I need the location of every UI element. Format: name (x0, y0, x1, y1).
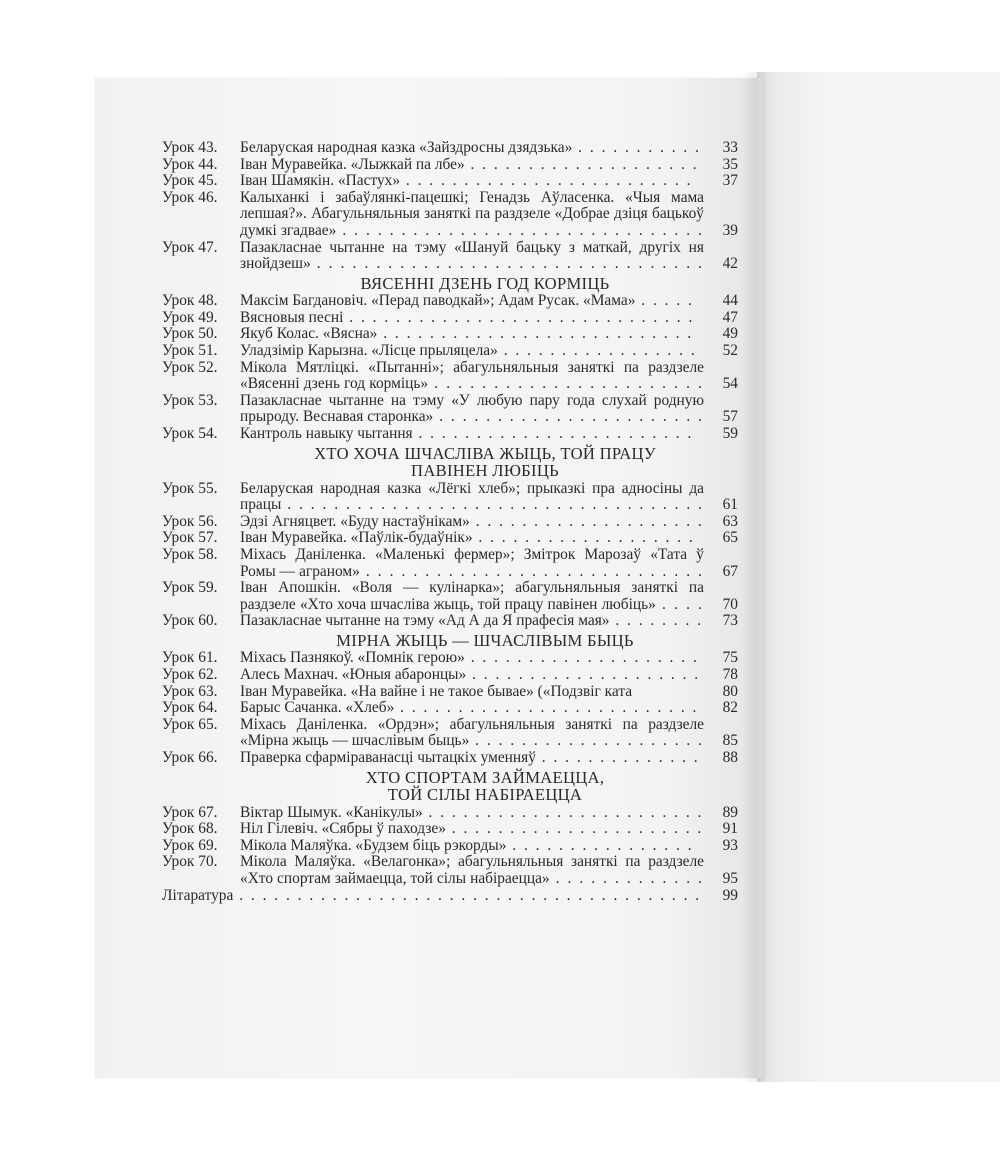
leader-dots: . . . . . . . . . . . . . . . . . . . . (470, 650, 699, 667)
lesson-number: Урок 53. (162, 391, 218, 409)
lesson-number: Урок 48. (162, 292, 218, 310)
entry-title-text: Ніл Гілевіч. «Сябры ў паходзе» (240, 821, 446, 838)
leader-dots: . . . . . . . . . . . . . . . . . (503, 343, 697, 360)
page-number: 61 (722, 496, 738, 514)
page-number: 65 (722, 529, 738, 547)
lesson-number: Урок 64. (162, 699, 218, 717)
entry-title-text: Іван Апошкін. «Воля — кулінарка»; абагульняльныя заняткі па раздзеле «Хто хоча шчасліва жыць, той працу павінен любіць» (240, 580, 704, 613)
entry-title (240, 293, 708, 310)
section-heading (162, 445, 738, 480)
page-number: 67 (722, 562, 738, 580)
page-number: 80 (722, 682, 738, 700)
entry-title (240, 173, 708, 190)
leader-dots: . . . . . . . . . . . . . . . . . . . . . . . . . . (400, 700, 699, 717)
entry-title (240, 613, 708, 630)
lesson-number: Урок 63. (162, 682, 218, 700)
lesson-number: Урок 65. (162, 715, 218, 733)
leader-dots: . . . . . . . . . . . . . . (541, 750, 700, 767)
entry-title-text: Вясновыя песні (240, 309, 344, 326)
entry-title (240, 547, 708, 580)
entry-title-text: Максім Багдановіч. «Перад паводкай»; Адам Русак. «Мама» (240, 293, 636, 310)
lesson-number: Урок 68. (162, 820, 218, 838)
entry-title-text: Якуб Колас. «Вясна» (240, 326, 378, 343)
lesson-number: Урок 51. (162, 342, 218, 360)
lesson-number: Урок 58. (162, 545, 218, 563)
toc-entry (162, 530, 738, 547)
page-number: 93 (722, 836, 738, 854)
lesson-number: Урок 59. (162, 579, 218, 597)
entry-title-text: Кантроль навыку чытання (240, 426, 413, 443)
entry-title (240, 360, 708, 393)
leader-dots: . . . . . . . . . . . . . . . . . . . . (475, 732, 705, 750)
entry-title-text: Віктар Шымук. «Канікулы» (240, 804, 423, 821)
lesson-number: Урок 43. (162, 139, 218, 156)
toc-entry (162, 514, 738, 531)
page-number: 82 (722, 699, 738, 717)
lesson-number: Урок 66. (162, 749, 218, 767)
entry-title (240, 580, 708, 613)
toc-entry (162, 190, 738, 240)
page-number: 33 (722, 139, 738, 156)
entry-title-text: Міхась Даніленка. «Ордэн»; абагульняльныя заняткі па раздзеле «Мірна жыць — шчаслівым быць» (240, 716, 704, 750)
entry-title (240, 310, 708, 327)
entry-title (240, 684, 708, 701)
entry-title (240, 805, 708, 822)
leader-dots: . . . . . (641, 293, 694, 310)
page-number: 63 (722, 512, 738, 530)
page-number: 35 (722, 155, 738, 173)
lesson-number: Урок 69. (162, 836, 218, 854)
section-heading-line: ХТО СПОРТАМ ЗАЙМАЕЦЦА, (365, 767, 605, 787)
toc-entry (162, 240, 738, 273)
right-page (757, 72, 1000, 1082)
page-number: 42 (722, 255, 738, 273)
lesson-number: Урок 50. (162, 325, 218, 343)
lesson-number: Урок 55. (162, 479, 218, 497)
entry-title-text: Беларуская народная казка «Зайздросны дзядзька» (240, 140, 573, 156)
table-of-contents (162, 140, 738, 904)
toc-entry (162, 717, 738, 750)
leader-dots: . . . . . . . . . . . . . . . . . . . . . . . . . . . (383, 326, 694, 343)
page-number: 73 (722, 612, 738, 630)
entry-title (240, 393, 708, 426)
toc-entry (162, 547, 738, 580)
leader-dots: . . . . . . . . . . . . . . . . . . . . . . . . . . . . . . . . . (316, 255, 704, 273)
leader-dots: . . . . . . . . . . . . . . . . . . . . (470, 156, 699, 173)
leader-dots: . . . . . . . . . . . . . . . . . . . . . . . . . . . . . . . (342, 221, 704, 239)
entry-title (240, 667, 708, 684)
entry-title-text: Іван Шамякін. «Пастух» (240, 173, 401, 190)
entry-title-text: Пазакласнае чытанне на тэму «У любую пару года слухай родную прыроду. Веснавая старонка» (240, 392, 704, 426)
entry-title-text: Беларуская народная казка «Лёгкі хлеб»; прыказкі пра адносіны да працы (240, 480, 704, 514)
lesson-number: Урок 46. (162, 188, 218, 206)
leader-dots: . . . . . . . . . . . . . . . . (512, 837, 694, 854)
entry-title-text: Міхась Даніленка. «Маленькі фермер»; Змітрок Марозаў «Тата ў Ромы — аграном» (240, 546, 704, 580)
entry-title (240, 750, 708, 767)
toc-entry (162, 667, 738, 684)
entry-title-text: Літаратура (162, 887, 234, 904)
entry-title (240, 838, 708, 855)
entry-title-text: Мікола Маляўка. «Будзем біць рэкорды» (240, 837, 507, 854)
entry-title (240, 700, 708, 717)
entry-title-text: Мікола Маляўка. «Велагонка»; абагульняльныя заняткі па раздзеле «Хто спортам займаецца, той сілы набіраецца» (240, 854, 704, 887)
toc-entry (162, 426, 738, 443)
toc-entry (162, 157, 738, 174)
page-number: 99 (722, 886, 738, 904)
entry-title (240, 530, 708, 547)
entry-title (162, 888, 708, 905)
leader-dots: . . . . . . . . . . . . . . . . . . . . . . . . . . . . . . (349, 309, 695, 326)
entry-title-text: Алесь Махнач. «Юныя абаронцы» (240, 667, 467, 684)
toc-entry (162, 750, 738, 767)
page-number: 85 (722, 732, 738, 750)
toc-entry (162, 481, 738, 514)
lesson-number: Урок 49. (162, 308, 218, 326)
toc-entry (162, 650, 738, 667)
section-heading (162, 632, 738, 650)
entry-title (240, 854, 708, 887)
entry-title (240, 157, 708, 174)
leader-dots: . . . . . . . . . . . . . . . . . . . . (475, 513, 704, 530)
section-heading-line: ПАВІНЕН ЛЮБІЦЬ (411, 461, 559, 481)
section-heading (162, 769, 738, 804)
entry-title-text: Пазакласнае чытанне на тэму «Ад А да Я прафесія мая» (240, 613, 610, 630)
toc-entry (162, 700, 738, 717)
entry-title-text: Мікола Мятліцкі. «Пытанні»; абагульняльныя заняткі па раздзеле «Вясенні дзень год корміць» (240, 359, 704, 393)
page-number: 75 (722, 649, 738, 667)
leader-dots: . . . . . . . . . . . . . . . . . . . . . . . . (428, 804, 704, 821)
entry-title (240, 481, 708, 514)
leader-dots: . . . . . . . . . . . . . . . . . . . . (472, 667, 701, 684)
entry-title (240, 240, 708, 273)
toc-entry (162, 326, 738, 343)
lesson-number: Урок 70. (162, 853, 218, 871)
entry-title (240, 343, 708, 360)
entry-title-text: Іван Муравейка. «Паўлік-будаўнік» (240, 530, 473, 547)
leader-dots: . . . . . . . . . . . . . . . . . . . . . . . (434, 375, 704, 393)
lesson-number: Урок 62. (162, 666, 218, 684)
lesson-number: Урок 56. (162, 512, 218, 530)
page-number: 47 (722, 308, 738, 326)
leader-dots: . . . . . . . . . . . . . . . . . . . . . . (451, 821, 704, 838)
toc-entry (162, 173, 738, 190)
entry-title (240, 190, 708, 240)
toc-entry (162, 854, 738, 887)
page-number: 89 (722, 803, 738, 821)
leader-dots: . . . . . . . . (615, 613, 704, 630)
entry-title (240, 140, 708, 157)
page-number: 78 (722, 666, 738, 684)
toc-entry (162, 360, 738, 393)
lesson-number: Урок 57. (162, 529, 218, 547)
page-number: 59 (722, 425, 738, 443)
leader-dots: . . . . . . . . . . . . . . . . . . . . . . . . (418, 426, 694, 443)
leader-dots: . . . . . . . . . . . . . (555, 869, 704, 887)
leader-dots: . . . . . . . . . . . . . . . . . . . . . . . . . . . . . . . . . . . . (287, 496, 704, 514)
toc-entry (162, 310, 738, 327)
entry-title (240, 821, 708, 838)
entry-title-text: Іван Муравейка. «На вайне і не такое бывае» («Подзвіг ката (240, 683, 633, 700)
page-number: 44 (722, 292, 738, 310)
toc-entry (162, 293, 738, 310)
leader-dots: . . . . (662, 595, 704, 613)
toc-entry (162, 613, 738, 630)
section-heading (162, 275, 738, 293)
toc-literature-entry (162, 888, 738, 905)
toc-entry (162, 343, 738, 360)
page-number: 95 (722, 869, 738, 887)
entry-title (240, 650, 708, 667)
toc-entry (162, 580, 738, 613)
leader-dots: . . . . . . . . . . . . . . . . . . . . . . . . . . . . . (365, 562, 704, 580)
toc-entry (162, 140, 738, 157)
toc-entry (162, 805, 738, 822)
entry-title-text: Калыханкі і забаўлянкі-пацешкі; Генадзь Аўласенка. «Чыя мама лепшая?». Абагульняльныя заняткі па раздзеле «Добрае дзіця бацькоў думкі згадвае» (240, 189, 704, 239)
lesson-number: Урок 44. (162, 155, 218, 173)
page-number: 88 (722, 749, 738, 767)
entry-title-text: Уладзімір Карызна. «Лісце прыляцела» (240, 343, 498, 360)
entry-title-text: Міхась Пазнякоў. «Помнік герою» (240, 650, 465, 667)
page-number: 52 (722, 342, 738, 360)
lesson-number: Урок 52. (162, 358, 218, 376)
section-heading-line: ТОЙ СІЛЫ НАБІРАЕЦЦА (387, 785, 583, 805)
toc-entry (162, 684, 738, 701)
section-heading-line: ВЯСЕННІ ДЗЕНЬ ГОД КОРМІЦЬ (360, 273, 610, 293)
entry-title (240, 514, 708, 531)
lesson-number: Урок 47. (162, 238, 218, 256)
entry-title (240, 426, 708, 443)
page-number: 54 (722, 375, 738, 393)
page-number: 91 (722, 820, 738, 838)
page-number: 70 (722, 595, 738, 613)
leader-dots: . . . . . . . . . . . (578, 140, 701, 156)
leader-dots: . . . . . . . . . . . . . . . . . . . (478, 530, 695, 547)
book-gutter (742, 72, 766, 1082)
lesson-number: Урок 54. (162, 425, 218, 443)
entry-title-text: Пазакласнае чытанне на тэму «Шануй бацьку з маткай, другіх ня знойдзеш» (240, 239, 704, 273)
leader-dots: . . . . . . . . . . . . . . . . . . . . . . . . . (405, 173, 693, 190)
entry-title-text: Эдзі Агняцвет. «Буду настаўнікам» (240, 513, 470, 530)
entry-title (240, 326, 708, 343)
leader-dots: . . . . . . . . . . . . . . . . . . . . . . . . . . . . . . . . . . . . . . . . (239, 887, 702, 904)
toc-entry (162, 838, 738, 855)
section-heading-line: ХТО ХОЧА ШЧАСЛІВА ЖЫЦЬ, ТОЙ ПРАЦУ (314, 443, 656, 463)
entry-title-text: Праверка сфарміраванасці чытацкіх уменняў (240, 750, 536, 767)
leader-dots: . . . . . . . . . . . . . . . . . . . . . . . (439, 408, 704, 426)
toc-entry (162, 393, 738, 426)
section-heading-line: МІРНА ЖЫЦЬ — ШЧАСЛІВЫМ БЫЦЬ (336, 630, 634, 650)
lesson-number: Урок 61. (162, 649, 218, 667)
toc-entry (162, 821, 738, 838)
lesson-number: Урок 60. (162, 612, 218, 630)
entry-title-text: Барыс Сачанка. «Хлеб» (240, 700, 395, 717)
entry-title (240, 717, 708, 750)
page-number: 57 (722, 408, 738, 426)
page-number: 37 (722, 172, 738, 190)
entry-title-text: Іван Муравейка. «Лыжкай па лбе» (240, 156, 465, 173)
lesson-number: Урок 67. (162, 803, 218, 821)
lesson-number: Урок 45. (162, 172, 218, 190)
page-number: 39 (722, 221, 738, 239)
page-number: 49 (722, 325, 738, 343)
